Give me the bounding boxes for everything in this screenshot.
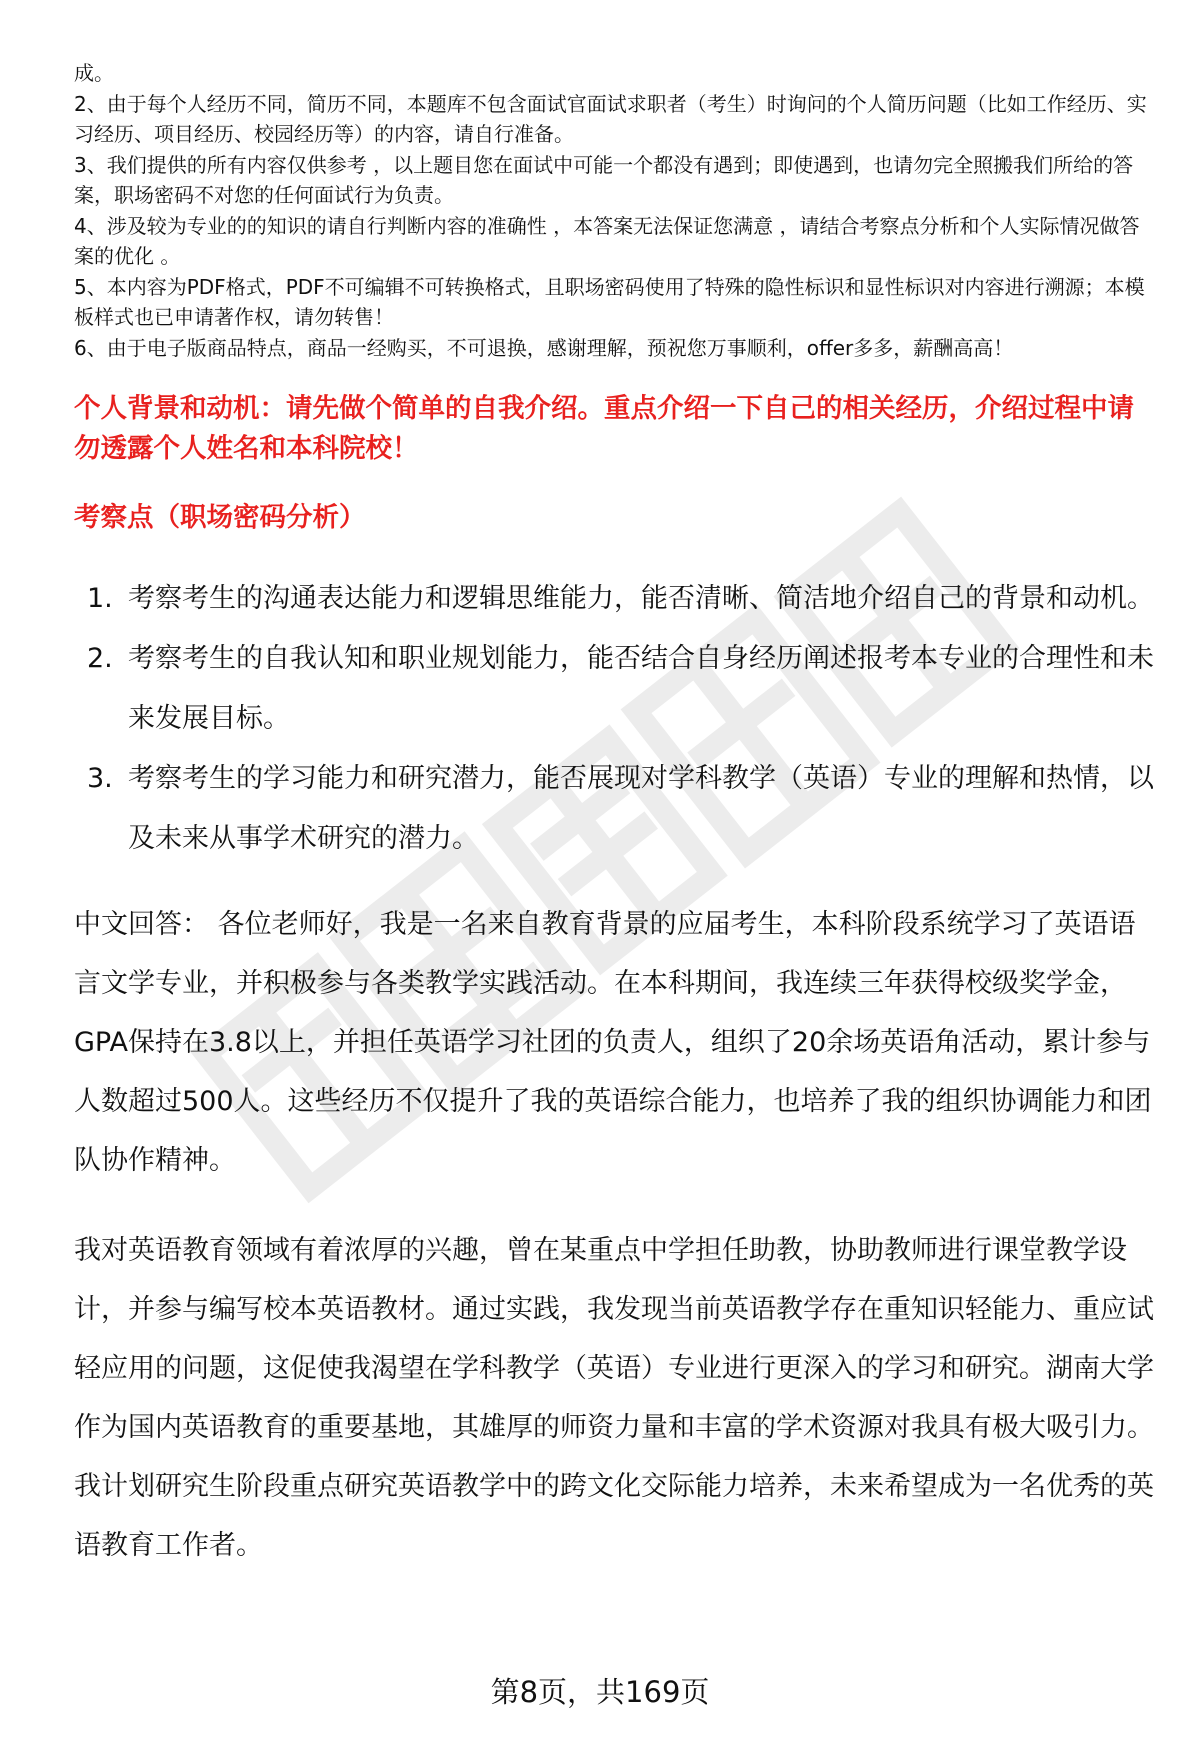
assessment-points-list (74, 569, 1154, 869)
list-item-number: 1. (87, 583, 113, 614)
notice-item: 2、由于每个人经历不同，简历不同，本题库不包含面试官面试求职者（考生）时询问的个人简历问题（比如工作经历、实习经历、项目经历、校园经历等）的内容，请自行准备。 (74, 91, 1147, 146)
notice-list (74, 58, 1154, 363)
notice-item: 3、我们提供的所有内容仅供参考 ，以上题目您在面试中可能一个都没有遇到；即使遇到，也请勿完全照搬我们所给的答案，职场密码不对您的任何面试行为负责。 (74, 152, 1134, 207)
list-item (74, 629, 1154, 749)
question-title: 个人背景和动机：请先做个简单的自我介绍。重点介绍一下自己的相关经历，介绍过程中请勿透露个人姓名和本科院校！ (74, 393, 1134, 464)
list-item-text: 考察考生的自我认知和职业规划能力，能否结合自身经历阐述报考本专业的合理性和未来发展目标。 (128, 643, 1154, 734)
answer-paragraph: 我对英语教育领域有着浓厚的兴趣，曾在某重点中学担任助教，协助教师进行课堂教学设计，并参与编写校本英语教材。通过实践，我发现当前英语教学存在重知识轻能力、重应试轻应用的问题，这促使我渴望在学科教学（英语）专业进行更深入的学习和研究。湖南大学作为国内英语教育的重要基地，其雄厚的师资力量和丰富的学术资源对我具有极大吸引力。我计划研究生阶段重点研究英语教学中的跨文化交际能力培养，未来希望成为一名优秀的英语教育工作者。 (74, 1235, 1154, 1561)
list-item-text: 考察考生的沟通表达能力和逻辑思维能力，能否清晰、简洁地介绍自己的背景和动机。 (128, 583, 1154, 614)
answer-paragraph: 中文回答： 各位老师好，我是一名来自教育背景的应届考生，本科阶段系统学习了英语语言文学专业，并积极参与各类教学实践活动。在本科期间，我连续三年获得校级奖学金，GPA保持在3.8以上，并担任英语学习社团的负责人，组织了20余场英语角活动，累计参与人数超过500人。这些经历不仅提升了我的英语综合能力，也培养了我的组织协调能力和团队协作精神。 (74, 909, 1152, 1176)
page-content (74, 58, 1154, 1575)
list-item-number: 2. (87, 643, 113, 674)
notice-item: 成。 (74, 61, 114, 85)
notice-item: 6、由于电子版商品特点，商品一经购买，不可退换，感谢理解，预祝您万事顺利，offer多多，薪酬高高！ (74, 335, 1014, 360)
list-item-number: 3. (87, 763, 113, 794)
page-number-footer: 第8页，共169页 (490, 1675, 710, 1709)
list-item-text: 考察考生的学习能力和研究潜力，能否展现对学科教学（英语）专业的理解和热情，以及未来从事学术研究的潜力。 (128, 763, 1154, 854)
notice-item: 5、本内容为PDF格式，PDF不可编辑不可转换格式，且职场密码使用了特殊的隐性标识和显性标识对内容进行溯源；本模板样式也已申请著作权，请勿转售！ (74, 274, 1145, 329)
notice-item: 4、涉及较为专业的的知识的请自行判断内容的准确性 ，本答案无法保证您满意 ，请结合考察点分析和个人实际情况做答案的优化 。 (74, 213, 1140, 268)
points-heading: 考察点（职场密码分析） (74, 502, 366, 533)
list-item (74, 749, 1154, 869)
list-item (74, 569, 1154, 629)
